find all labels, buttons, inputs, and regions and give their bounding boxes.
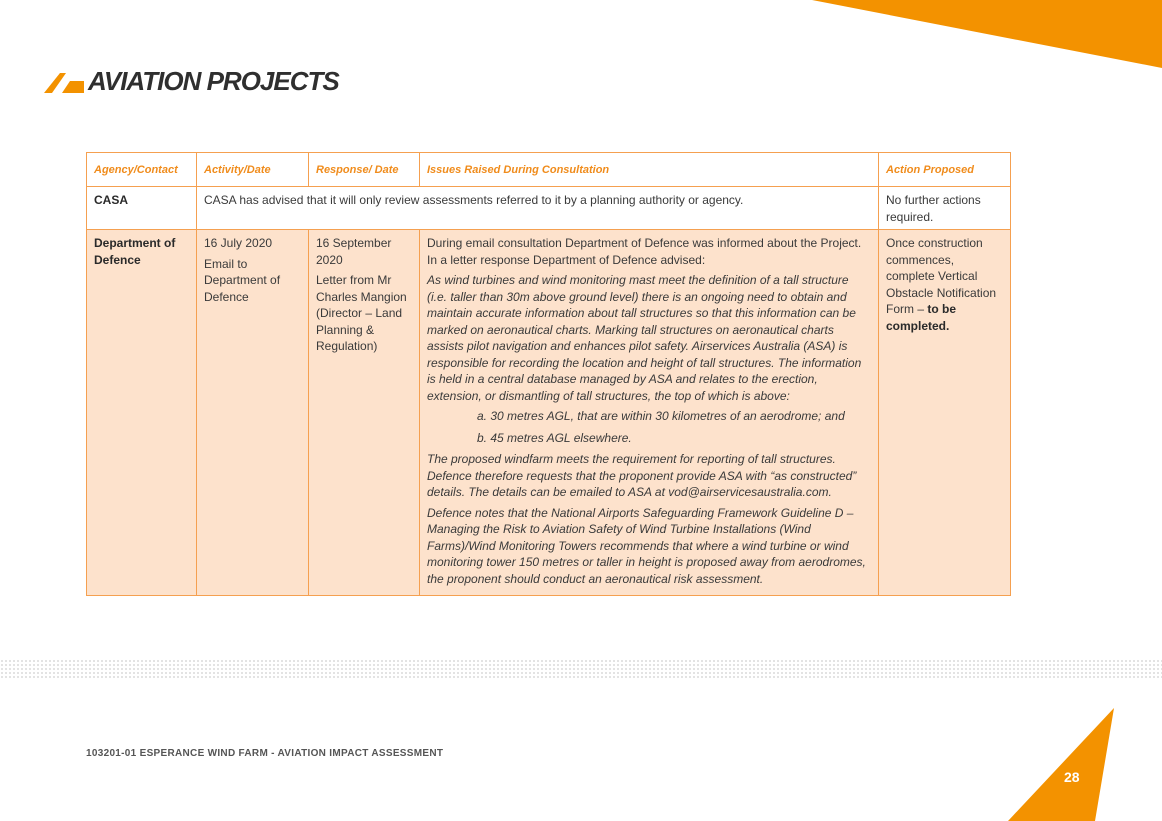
- header-agency: Agency/Contact: [87, 153, 197, 187]
- defence-agency: Department of Defence: [87, 230, 197, 596]
- defence-activity-desc: Email to Department of Defence: [204, 256, 281, 304]
- footer-document-title: 103201-01 ESPERANCE WIND FARM - AVIATION IMPACT ASSESSMENT: [86, 748, 444, 759]
- page-number: 28: [1064, 769, 1080, 785]
- casa-action: No further actions required.: [879, 187, 1011, 230]
- brand-name: AVIATION PROJECTS: [88, 65, 339, 96]
- header-response: Response/ Date: [309, 153, 420, 187]
- defence-activity: [197, 230, 309, 596]
- defence-issues-p3: Defence notes that the National Airports Safeguarding Framework Guideline D – Managing the Risk to Aviation Safety of Wind Turbine Installations (Wind Farms)/Wind Monitoring Towers recommends that where a wind turbine or wind monitoring tower 150 metres or taller in height is proposed away from aerodromes, the proponent should conduct an aeronautical risk assessment.: [427, 505, 866, 586]
- consultation-table: [86, 152, 1011, 596]
- dotted-divider: [0, 659, 1162, 679]
- header-issues: Issues Raised During Consultation: [420, 153, 879, 187]
- defence-action: [879, 230, 1011, 596]
- casa-issues: CASA has advised that it will only review assessments referred to it by a planning authority or agency.: [197, 187, 879, 230]
- defence-activity-date: 16 July 2020: [204, 236, 273, 250]
- brand-logo: [44, 64, 339, 98]
- defence-response: [309, 230, 420, 596]
- aviation-projects-logo-icon: [44, 67, 84, 95]
- defence-action-text: Once construction commences, complete Vertical Obstacle Notification Form –: [886, 236, 997, 316]
- defence-action-status: to be completed.: [886, 302, 957, 333]
- defence-issues-intro: During email consultation Department of Defence was informed about the Project. In a letter response Department of Defence advised:: [427, 236, 862, 267]
- header-action: Action Proposed: [879, 153, 1011, 187]
- casa-agency: CASA: [87, 187, 197, 230]
- table-header-row: [87, 153, 1011, 187]
- defence-issues-p1: As wind turbines and wind monitoring mast meet the definition of a tall structure (i.e. taller than 30m above ground level) there is an ongoing need to obtain and maintain accurate information about tall structures so that this information can be marked on aeronautical charts. Marking tall structures on aeronautical charts assists pilot navigation and enhances pilot safety. Airservices Australia (ASA) is responsible for recording the location and height of tall structures. The information is held in a central database managed by ASA and relates to the erection, extension, or dismantling of tall structures, the top of which is above:: [427, 273, 862, 403]
- defence-response-desc: Letter from Mr Charles Mangion (Director – Land Planning & Regulation): [316, 273, 407, 353]
- header-corner-decoration: [0, 0, 1162, 70]
- defence-issues: [420, 230, 879, 596]
- table-row-defence: [87, 230, 1011, 596]
- defence-response-date: 16 September 2020: [316, 236, 392, 267]
- defence-issues-item-b: b. 45 metres AGL elsewhere.: [477, 430, 632, 445]
- table-row-casa: [87, 187, 1011, 230]
- header-activity: Activity/Date: [197, 153, 309, 187]
- footer-corner-decoration: [1000, 700, 1162, 821]
- defence-issues-p2: The proposed windfarm meets the requirement for reporting of tall structures. Defence therefore requests that the proponent provide ASA with “as constructed” details. The details can be emailed to ASA at vod@airservicesaustralia.com.: [427, 452, 857, 499]
- defence-issues-item-a: a. 30 metres AGL, that are within 30 kilometres of an aerodrome; and: [477, 409, 845, 423]
